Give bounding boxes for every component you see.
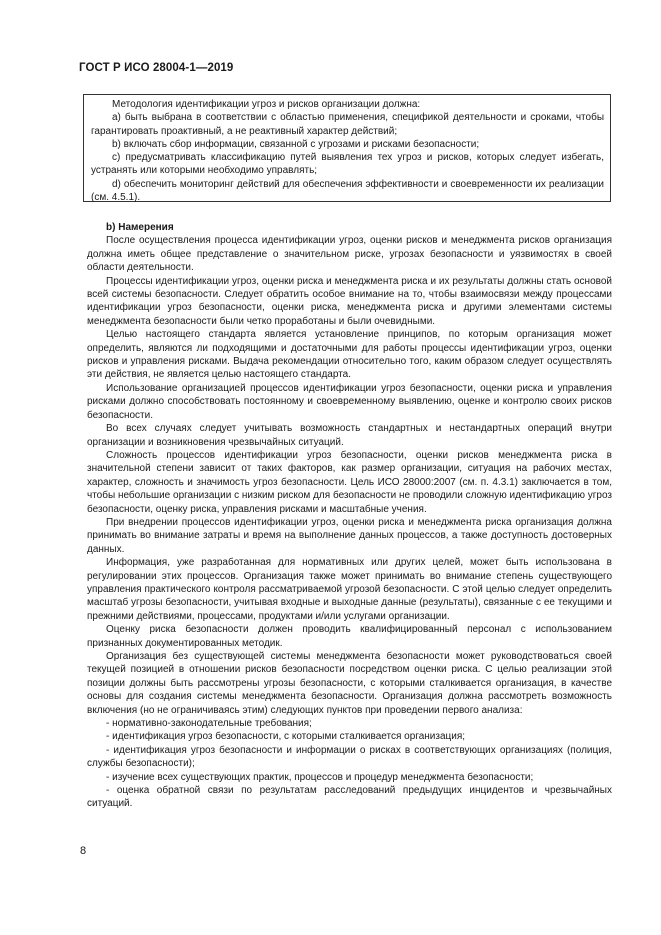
body-paragraph: При внедрении процессов идентификации угроз, оценки риска и менеджмента риска организация должна принимать во внимание затраты и время на выполнение данных процессов, а также доступность достоверных данных.	[87, 516, 612, 555]
body-paragraph: Во всех случаях следует учитывать возможность стандартных и нестандартных операций внутри организации и возникновения чрезвычайных ситуаций.	[87, 423, 612, 448]
requirements-box	[83, 94, 611, 202]
list-item: - изучение всех существующих практик, процессов и процедур менеджмента безопасности;	[106, 771, 534, 783]
body-paragraph: Информация, уже разработанная для нормативных или других целей, может быть использована в регулировании этих процессов. Организация также может принимать во внимание степень существующего управления практического контроля рассматриваемой угрозой безопасности. С этой целью следует определить масштаб угрозы безопасности, учитывая входные и выходные данные (результаты), связанные с ее текущими и прежними действиями, процессами, продуктами и/или услугами организации.	[87, 557, 612, 622]
list-item: - нормативно-законодательные требования;	[106, 718, 312, 730]
body-paragraph: Целью настоящего стандарта является установление принципов, по которым организация может определить, являются ли подходящими и достаточными для работы процессы идентификации угроз, оценки рисков и управления рисками. Выдача рекомендации относительно того, каким образом следует осуществлять эти действия, не является целью настоящего стандарта.	[87, 329, 612, 381]
body-paragraph: Процессы идентификации угроз, оценки риска и менеджмента риска и их результаты должны стать основой всей системы безопасности. Следует обратить особое внимание на то, чтобы взаимосвязи между процессами идентификации угроз безопасности, оценки риска, менеджмента риска и другими элементами системы менеджмента безопасности были четко проработаны и были очевидными.	[87, 275, 612, 327]
box-paragraph: c) предусматривать классификацию путей выявления тех угроз и рисков, которых следует избегать, устранять или которыми необходимо управлять;	[91, 152, 604, 177]
box-paragraph: a) быть выбрана в соответствии с областью применения, спецификой деятельности и сроками, чтобы гарантировать проактивный, а не реактивный характер действий;	[91, 112, 604, 137]
list-item: - оценка обратной связи по результатам расследований предыдущих инцидентов и чрезвычайных ситуаций.	[87, 785, 612, 810]
body-paragraph: Сложность процессов идентификации угроз безопасности, оценки рисков менеджмента риска в значительной степени зависит от таких факторов, как размер организации, ситуация на рабочих местах, характер, сложность и значимость угроз безопасности. Цель ИСО 28000:2007 (см. п. 4.3.1) заключается в том, чтобы небольшие организации с низким риском для безопасности не проводили сложную идентификацию угроз безопасности, оценку риска, управления рисками и масштабные учения.	[87, 449, 612, 515]
section-heading: b) Намерения	[106, 222, 174, 233]
main-content	[87, 221, 612, 811]
list-item: - идентификация угроз безопасности, с которыми сталкивается организация;	[106, 731, 466, 743]
box-paragraph: Методология идентификации угроз и рисков организации должна:	[112, 99, 421, 110]
list-item: - идентификация угроз безопасности и информации о рисках в соответствующих организациях (полиция, службы безопасности);	[87, 744, 612, 770]
body-paragraph: После осуществления процесса идентификации угроз, оценки рисков и менеджмента рисков организация должна иметь общее представление о значительном риске, угрозах безопасности и уязвимостях в своей области деятельности.	[87, 235, 612, 274]
box-paragraph: d) обеспечить мониторинг действий для обеспечения эффективности и своевременности их реализации (см. 4.5.1).	[91, 178, 604, 204]
body-paragraph: Организация без существующей системы менеджмента безопасности может руководствоваться своей текущей позицией в отношении рисков безопасности посредством оценки риска. С целью реализации этой позиции должны быть рассмотрены угрозы безопасности, с которыми сталкивается организация, в качестве основы для создания системы менеджмента безопасности. Организация должна рассмотреть возможность включения (но не ограничиваясь этим) следующих пунктов при проведении первого анализа:	[87, 651, 612, 716]
document-header: ГОСТ Р ИСО 28004-1—2019	[79, 62, 234, 74]
body-paragraph: Использование организацией процессов идентификации угроз безопасности, оценки риска и управления рисками должно способствовать постоянному и своевременному выявлению, оценке и контролю своих рисков безопасности.	[87, 382, 612, 421]
page-number: 8	[80, 845, 87, 857]
body-paragraph: Оценку риска безопасности должен проводить квалифицированный персонал с использованием признанных документированных методик.	[87, 624, 612, 649]
box-paragraph: b) включать сбор информации, связанной с угрозами и рисками безопасности;	[112, 138, 480, 150]
